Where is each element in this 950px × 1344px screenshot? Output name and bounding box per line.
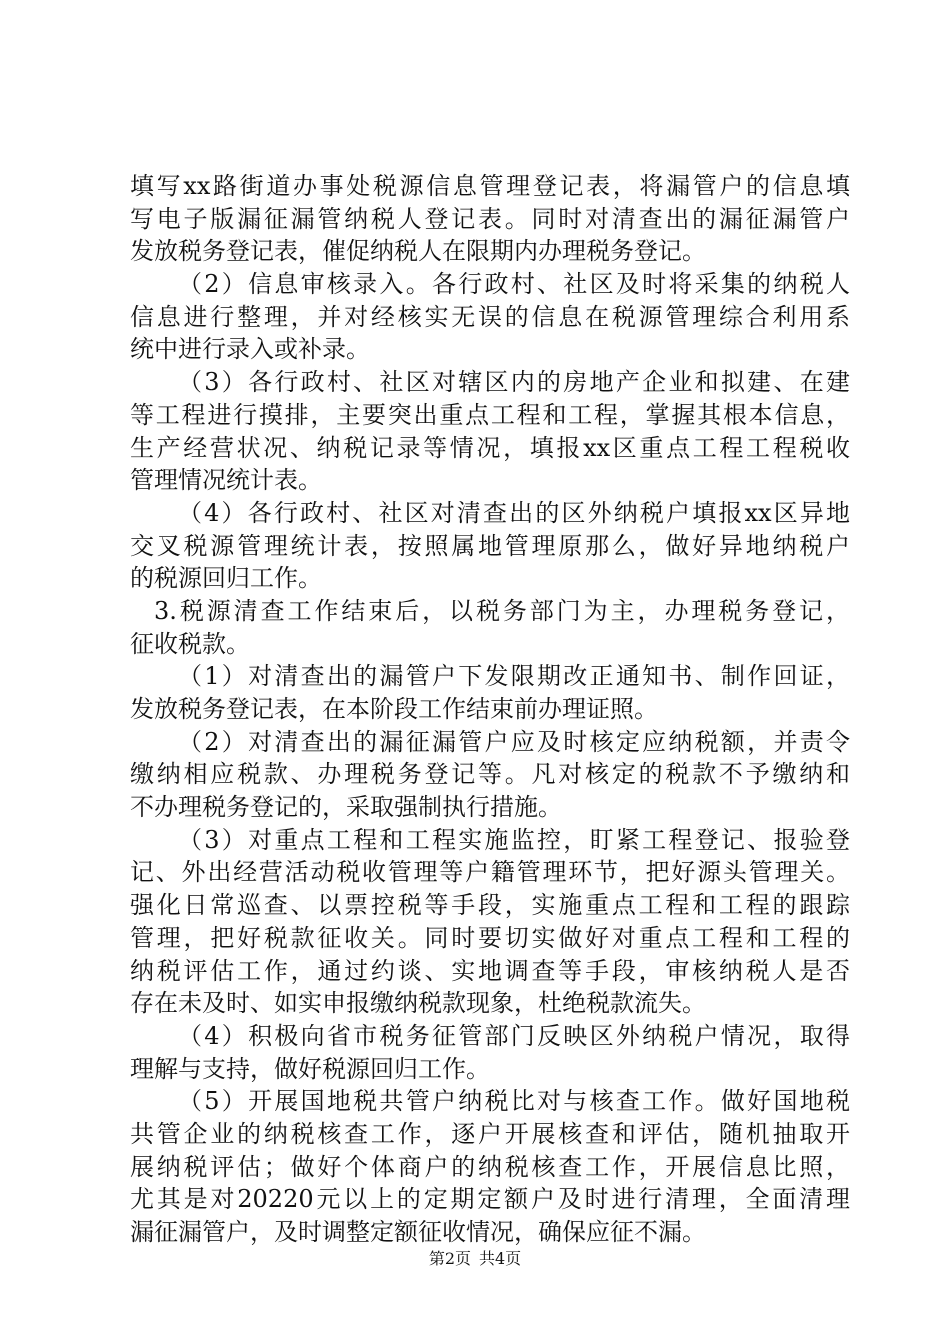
text-line: （1）对清查出的漏管户下发限期改正通知书、制作回证， bbox=[178, 662, 850, 691]
text-line: 纳税评估工作，通过约谈、实地调查等手段，审核纳税人是否 bbox=[130, 956, 850, 985]
text-line: 共管企业的纳税核查工作，逐户开展核查和评估，随机抽取开 bbox=[130, 1119, 850, 1148]
text-line: 缴纳相应税款、办理税务登记等。凡对核定的税款不予缴纳和 bbox=[130, 760, 850, 789]
text-line: 征收税款。 bbox=[130, 629, 250, 658]
text-line: 不办理税务登记的，采取强制执行措施。 bbox=[130, 793, 562, 822]
text-line: 3.税源清查工作结束后，以税务部门为主，办理税务登记， bbox=[154, 596, 850, 625]
text-line: 记、外出经营活动税收管理等户籍管理环节，把好源头管理关。 bbox=[130, 858, 850, 887]
page-number: 第2页 bbox=[428, 1249, 471, 1268]
text-line: 填写xx路街道办事处税源信息管理登记表，将漏管户的信息填 bbox=[130, 172, 850, 200]
page-footer bbox=[0, 1246, 950, 1269]
text-line: 漏征漏管户，及时调整定额征收情况，确保应征不漏。 bbox=[130, 1218, 706, 1246]
text-line: 等工程进行摸排，主要突出重点工程和工程，掌握其根本信息， bbox=[130, 400, 850, 429]
text-line: （5）开展国地税共管户纳税比对与核查工作。做好国地税 bbox=[178, 1087, 850, 1116]
text-line: （2）对清查出的漏征漏管户应及时核定应纳税额，并责令 bbox=[178, 727, 850, 756]
text-line: 展纳税评估；做好个体商户的纳税核查工作，开展信息比照， bbox=[130, 1152, 850, 1181]
document-body bbox=[130, 170, 850, 1249]
text-line: 的税源回归工作。 bbox=[130, 564, 322, 593]
text-line: 管理，把好税款征收关。同时要切实做好对重点工程和工程的 bbox=[130, 923, 850, 952]
text-line: 强化日常巡查、以票控税等手段，实施重点工程和工程的跟踪 bbox=[130, 891, 850, 920]
text-line: 发放税务登记表，在本阶段工作结束前办理证照。 bbox=[130, 695, 658, 723]
text-line: 生产经营状况、纳税记录等情况，填报xx区重点工程工程税收 bbox=[130, 433, 850, 462]
text-line: 理解与支持，做好税源回归工作。 bbox=[130, 1054, 490, 1083]
page-total: 共4页 bbox=[479, 1249, 522, 1268]
text-line: （3）各行政村、社区对辖区内的房地产企业和拟建、在建 bbox=[178, 368, 850, 397]
text-line: （2）信息审核录入。各行政村、社区及时将采集的纳税人 bbox=[178, 270, 850, 299]
text-line: （4）积极向省市税务征管部门反映区外纳税户情况，取得 bbox=[178, 1021, 850, 1050]
text-line: 管理情况统计表。 bbox=[130, 466, 322, 495]
text-line: 交叉税源管理统计表，按照属地管理原那么，做好异地纳税户 bbox=[130, 531, 850, 560]
text-line: 尤其是对20220元以上的定期定额户及时进行清理，全面清理 bbox=[130, 1185, 850, 1214]
text-line: 信息进行整理，并对经核实无误的信息在税源管理综合利用系 bbox=[130, 302, 850, 331]
text-line: （3）对重点工程和工程实施监控，盯紧工程登记、报验登 bbox=[178, 825, 850, 854]
text-line: 统中进行录入或补录。 bbox=[130, 335, 370, 364]
text-line: 写电子版漏征漏管纳税人登记表。同时对清查出的漏征漏管户 bbox=[130, 204, 850, 233]
text-line: （4）各行政村、社区对清查出的区外纳税户填报xx区异地 bbox=[178, 498, 850, 527]
text-line: 存在未及时、如实申报缴纳税款现象，杜绝税款流失。 bbox=[130, 989, 706, 1018]
text-line: 发放税务登记表，催促纳税人在限期内办理税务登记。 bbox=[130, 237, 706, 266]
